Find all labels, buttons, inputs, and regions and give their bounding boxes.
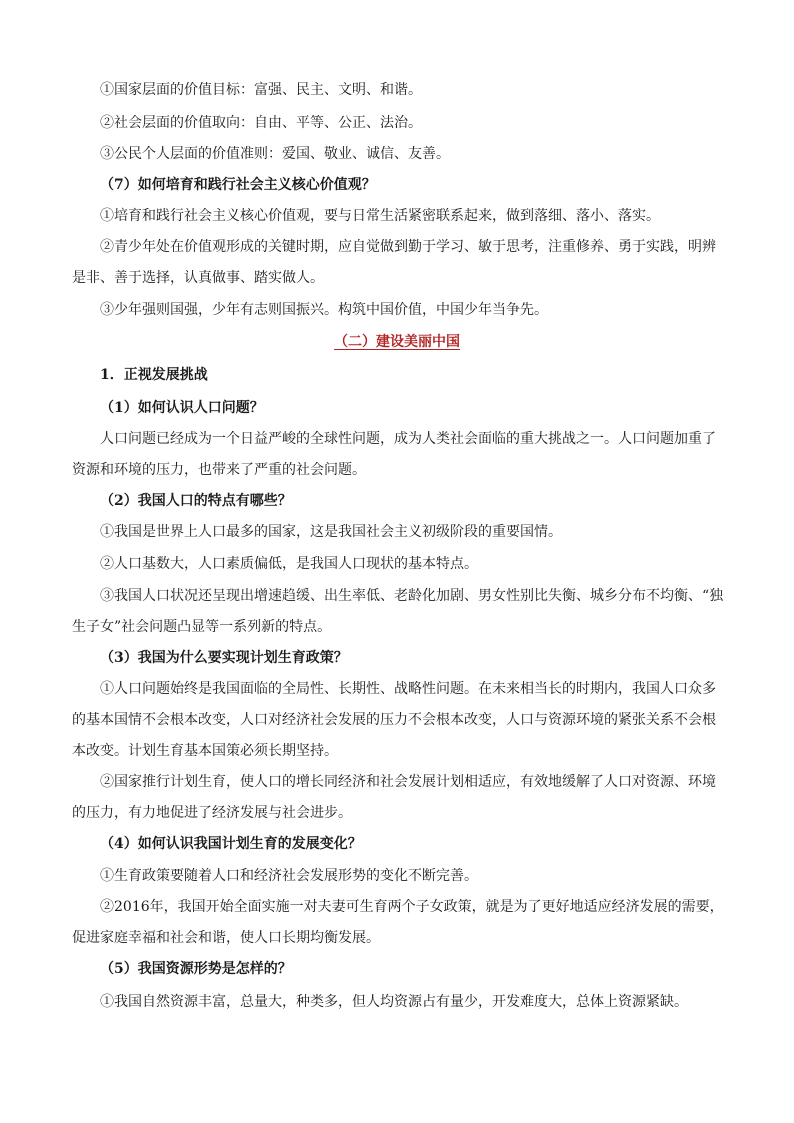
answer-4-point-2-line1: ②2016年，我国开始全面实施一对夫妻可生育两个子女政策，就是为了更好地适应经济发展的需要，	[100, 899, 724, 915]
answer-2-point-1: ①我国是世界上人口最多的国家，这是我国社会主义初级阶段的重要国情。	[100, 524, 562, 540]
answer-2-point-2: ②人口基数大，人口素质偏低，是我国人口现状的基本特点。	[100, 556, 478, 572]
value-criteria-citizen: ③公民个人层面的价值准则：爱国、敬业、诚信、友善。	[100, 146, 450, 162]
question-2-heading: （2）我国人口的特点有哪些？	[100, 493, 292, 509]
answer-3-point-1-line2: 的基本国情不会根本改变，人口对经济社会发展的压力不会根本改变，人口与资源环境的紧张关系不会根	[72, 712, 716, 728]
value-orientation-social: ②社会层面的价值取向：自由、平等、公正、法治。	[100, 115, 422, 131]
answer-7-point-2-line1: ②青少年处在价值观形成的关键时期，应自觉做到勤于学习、敏于思考，注重修养、勇于实践，明辨	[100, 239, 716, 255]
value-target-national: ①国家层面的价值目标：富强、民主、文明、和谐。	[100, 82, 422, 98]
subsection-heading: 1．正视发展挑战	[100, 367, 208, 383]
answer-2-point-3-line1: ③我国人口状况还呈现出增速趋缓、出生率低、老龄化加剧、男女性别比失衡、城乡分布不均衡、“独	[100, 588, 724, 604]
question-4-heading: （4）如何认识我国计划生育的发展变化？	[100, 836, 362, 852]
question-5-heading: （5）我国资源形势是怎样的？	[100, 961, 292, 977]
answer-1-line1: 人口问题已经成为一个日益严峻的全球性问题，成为人类社会面临的重大挑战之一。人口问题加重了	[100, 431, 716, 447]
answer-1-line2: 资源和环境的压力，也带来了严重的社会问题。	[72, 462, 366, 478]
answer-7-point-1: ①培育和践行社会主义核心价值观，要与日常生活紧密联系起来，做到落细、落小、落实。	[100, 208, 660, 224]
answer-7-point-2-line2: 是非、善于选择，认真做事、踏实做人。	[72, 270, 324, 286]
question-3-heading: （3）我国为什么要实现计划生育政策？	[100, 650, 348, 666]
question-1-heading: （1）如何认识人口问题？	[100, 400, 264, 416]
answer-5-point-1: ①我国自然资源丰富，总量大，种类多，但人均资源占有量少，开发难度大，总体上资源紧缺。	[100, 994, 688, 1010]
answer-3-point-1-line3: 本改变。计划生育基本国策必须长期坚持。	[72, 743, 338, 759]
answer-7-point-3: ③少年强则国强，少年有志则国振兴。构筑中国价值，中国少年当争先。	[100, 302, 548, 318]
question-7-heading: （7）如何培育和践行社会主义核心价值观？	[100, 177, 376, 193]
answer-2-point-3-line2: 生子女”社会问题凸显等一系列新的特点。	[72, 619, 332, 635]
answer-4-point-2-line2: 促进家庭幸福和社会和谐，使人口长期均衡发展。	[72, 930, 380, 946]
answer-3-point-2-line1: ②国家推行计划生育，使人口的增长同经济和社会发展计划相适应，有效地缓解了人口对资源、环境	[100, 774, 716, 790]
answer-3-point-1-line1: ①人口问题始终是我国面临的全局性、长期性、战略性问题。在未来相当长的时期内，我国人口众多	[100, 681, 716, 697]
answer-4-point-1: ①生育政策要随着人口和经济社会发展形势的变化不断完善。	[100, 868, 478, 884]
section-title: （二）建设美丽中国	[334, 334, 460, 350]
answer-3-point-2-line2: 的压力，有力地促进了经济发展与社会进步。	[72, 805, 352, 821]
